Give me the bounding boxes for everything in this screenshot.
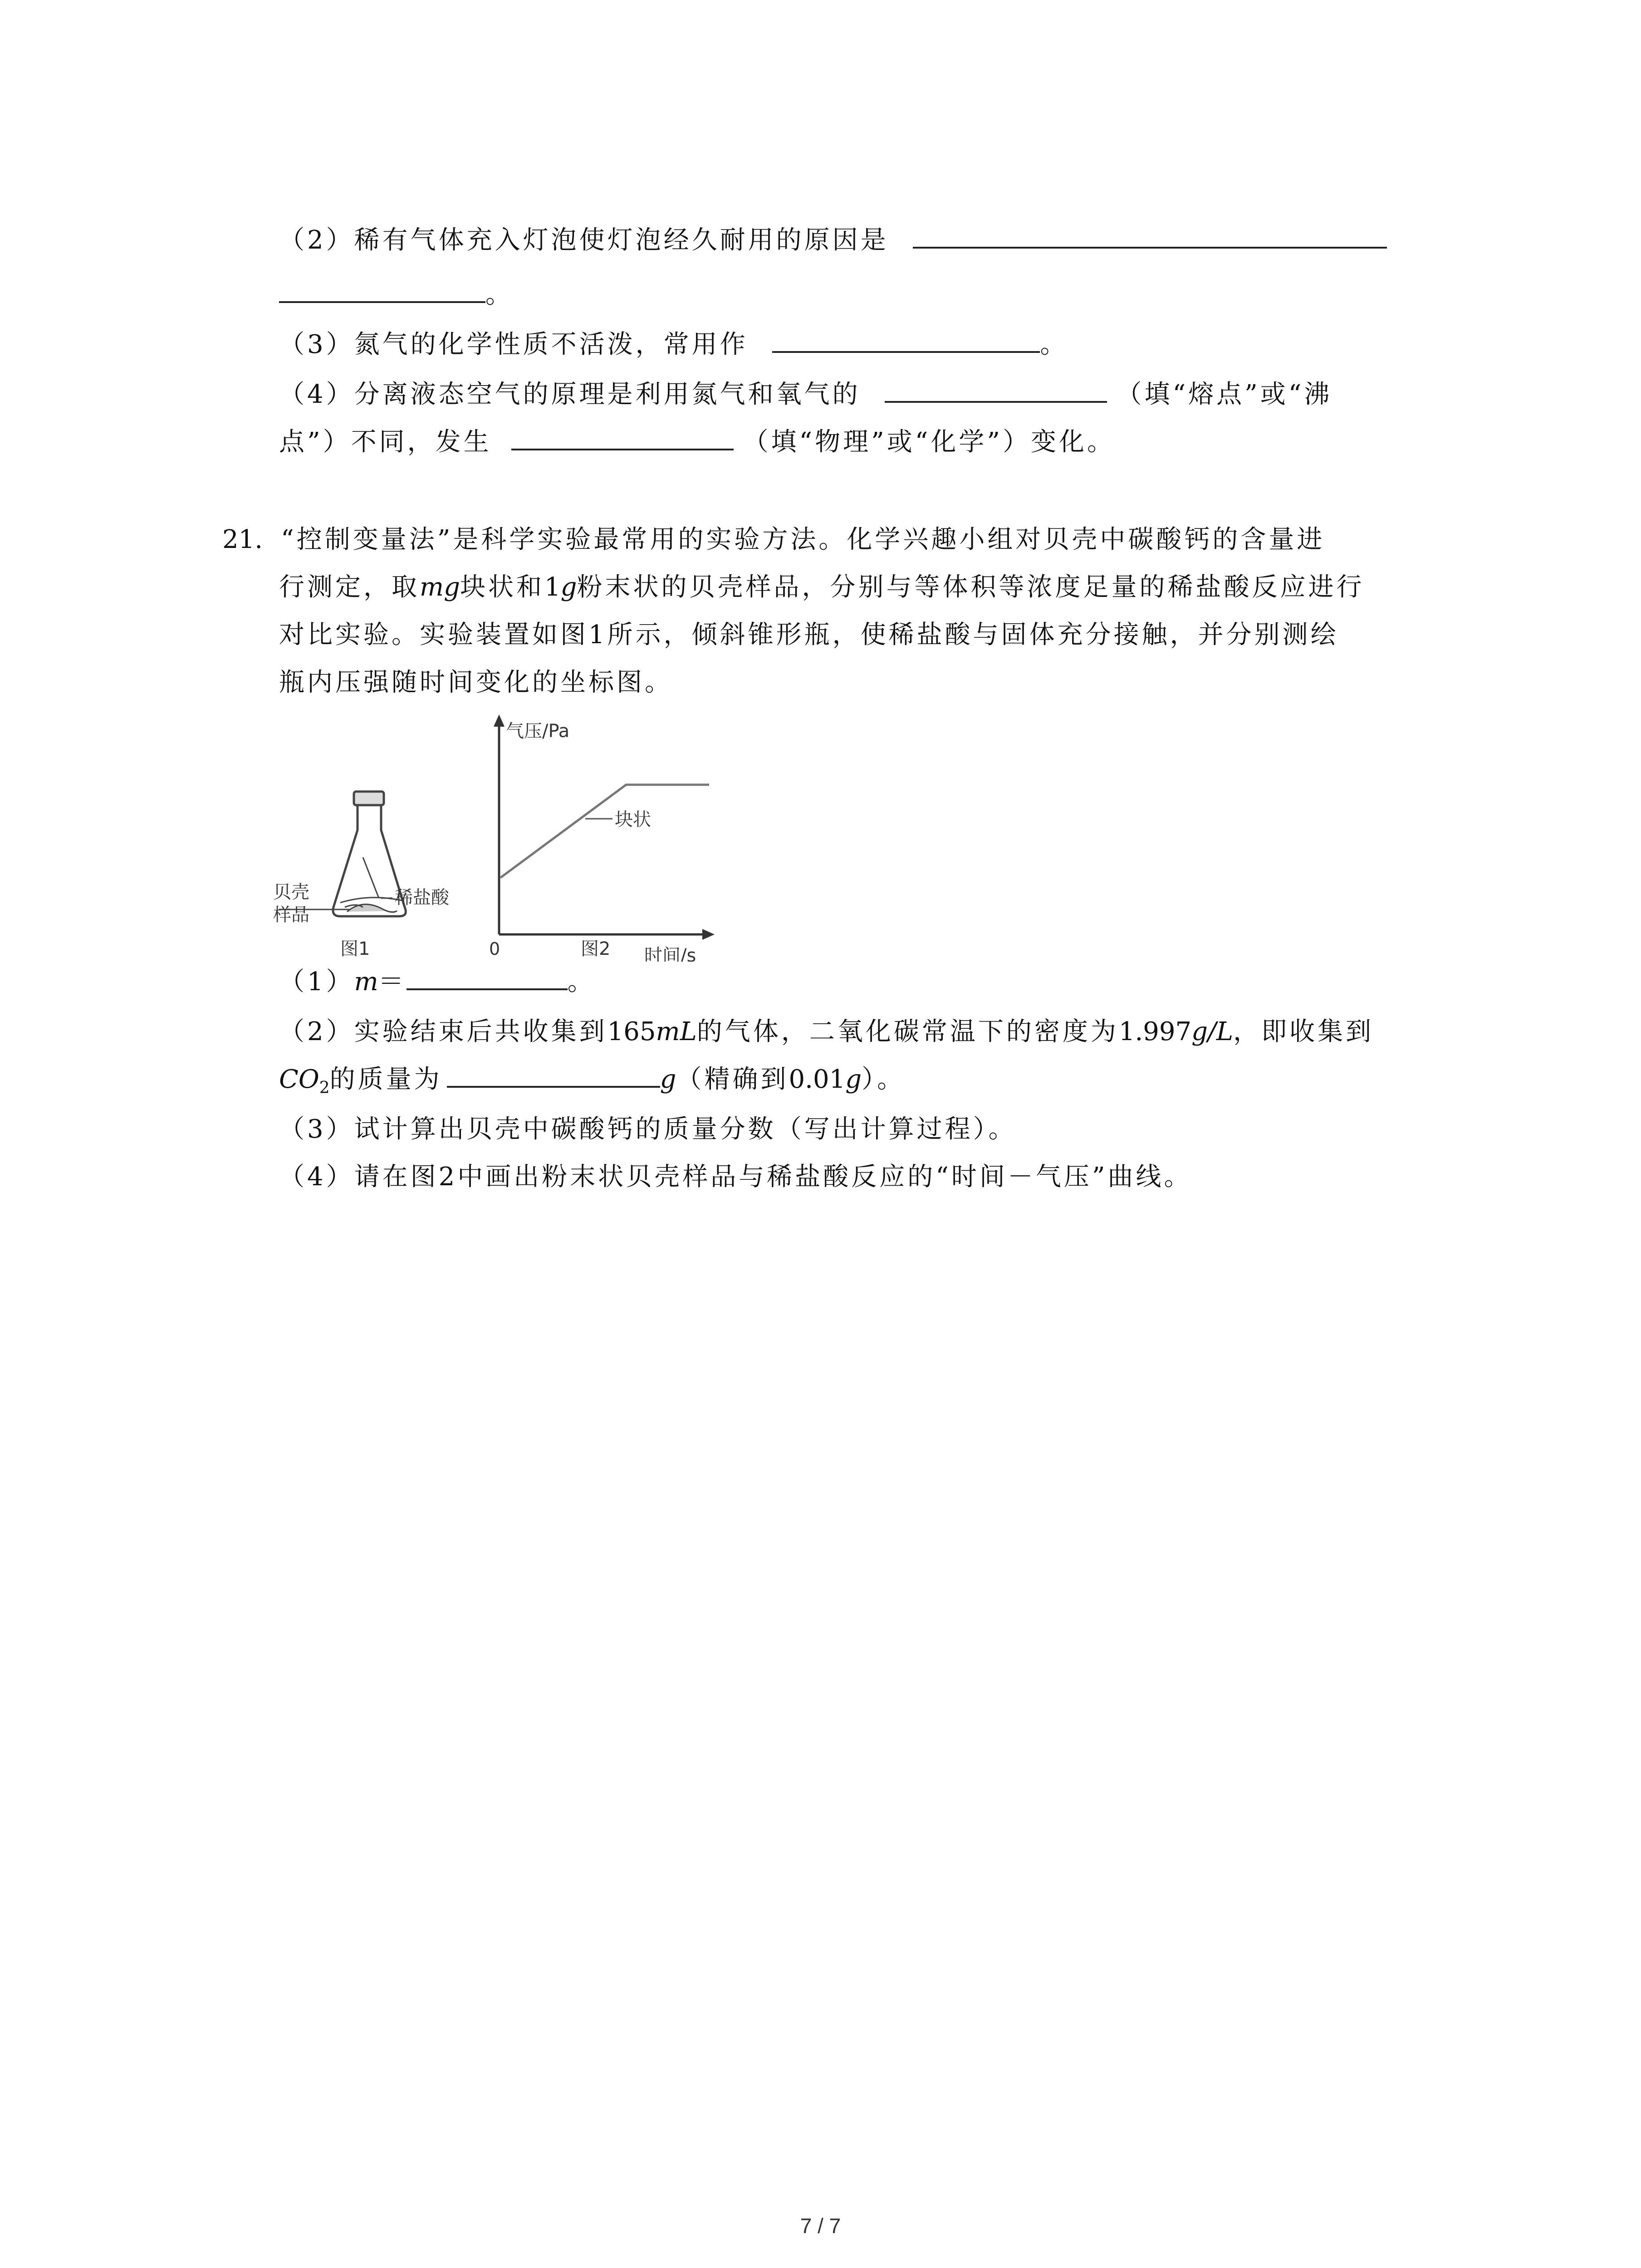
label-acid: 稀盐酸 bbox=[395, 887, 449, 908]
var-m: m bbox=[354, 967, 378, 997]
q21-part1-end: 。 bbox=[567, 967, 596, 997]
origin-label: 0 bbox=[489, 939, 500, 959]
fig1-label: 图1 bbox=[340, 938, 370, 959]
equals-sign: ＝ bbox=[378, 967, 407, 997]
q21-intro-3: 对比实验。实验装置如图1所示，倾斜锥形瓶，使稀盐酸与固体充分接触，并分别测绘 bbox=[279, 620, 1339, 650]
q20-part4-text-a: （4）分离液态空气的原理是利用氮气和氧气的 bbox=[279, 380, 861, 409]
answer-blank[interactable] bbox=[913, 223, 1387, 249]
density-unit: g/L bbox=[1191, 1017, 1234, 1046]
q20-part2-end: 。 bbox=[485, 280, 514, 309]
q20-part2-text: （2）稀有气体充入灯泡使灯泡经久耐用的原因是 bbox=[279, 225, 889, 255]
q21-part4-text: （4）请在图2中画出粉末状贝壳样品与稀盐酸反应的“时间－气压”曲线。 bbox=[279, 1162, 1192, 1192]
q21-part2-line1 bbox=[279, 1014, 1374, 1050]
q21-intro-4: 瓶内压强随时间变化的坐标图。 bbox=[279, 668, 673, 697]
q21-figure bbox=[272, 708, 726, 962]
y-axis-label: 气压/Pa bbox=[506, 721, 570, 742]
fig2-label: 图2 bbox=[581, 938, 611, 959]
q21-intro-2a: 行测定，取 bbox=[279, 572, 420, 602]
q21-part2-text-f: ）。 bbox=[862, 1065, 906, 1094]
mass-unit: g bbox=[660, 1065, 676, 1094]
figure-svg bbox=[272, 708, 726, 962]
q21-part2-text-e: （精确到 bbox=[676, 1065, 789, 1094]
answer-blank[interactable] bbox=[772, 327, 1040, 353]
pressure-time-chart bbox=[489, 714, 715, 962]
y-axis-arrow bbox=[494, 714, 505, 727]
co2-formula: CO bbox=[279, 1065, 319, 1094]
q21-intro-line2 bbox=[279, 569, 1364, 606]
answer-blank[interactable] bbox=[279, 278, 485, 303]
curve-label: 块状 bbox=[615, 809, 651, 830]
q20-part2-line1 bbox=[279, 222, 1387, 259]
answer-blank[interactable] bbox=[407, 965, 568, 990]
q20-part4-line2 bbox=[279, 424, 1115, 460]
q20-part3-text: （3）氮气的化学性质不活泼，常用作 bbox=[279, 330, 748, 359]
q21-part2-text-b: 的气体，二氧化碳常温下的密度为 bbox=[696, 1017, 1119, 1046]
q20-part4-text-c: 点”）不同，发生 bbox=[279, 427, 492, 457]
q21-part2-text-a: （2）实验结束后共收集到 bbox=[279, 1017, 607, 1046]
precision-unit: g bbox=[845, 1065, 862, 1094]
page-number: 7 / 7 bbox=[800, 2214, 841, 2238]
label-shell-line1: 贝壳 bbox=[273, 882, 309, 903]
q21-intro-1: “控制变量法”是科学实验最常用的实验方法。化学兴趣小组对贝壳中碳酸钙的含量进 bbox=[281, 525, 1325, 554]
q21-intro-2b: 块状和 bbox=[460, 572, 544, 602]
q21-intro-line3 bbox=[279, 617, 1339, 653]
x-axis-label: 时间/s bbox=[644, 945, 696, 962]
var-mg: mg bbox=[420, 572, 460, 602]
answer-blank[interactable] bbox=[447, 1062, 660, 1088]
precision-number: 0.01 bbox=[789, 1065, 846, 1094]
curve-lump bbox=[500, 785, 709, 878]
q21-part2-line2 bbox=[279, 1061, 905, 1106]
q20-part3-end: 。 bbox=[1040, 330, 1068, 359]
label-shell-line2: 样品 bbox=[273, 904, 309, 925]
volume-unit: mL bbox=[656, 1017, 697, 1046]
q21-intro-2d: 粉末状的贝壳样品，分别与等体积等浓度足量的稀盐酸反应进行 bbox=[577, 572, 1365, 602]
q21-part2-text-c: ，即收集到 bbox=[1233, 1017, 1374, 1046]
q20-part4-line1 bbox=[279, 376, 1332, 413]
q21-part3-line bbox=[279, 1111, 1017, 1148]
answer-blank[interactable] bbox=[885, 377, 1107, 403]
q21-intro-line1 bbox=[222, 522, 1325, 558]
q21-intro-line4 bbox=[279, 665, 673, 701]
q20-part4-text-d: （填“物理”或“化学”）变化。 bbox=[743, 427, 1115, 457]
density-number: 1.997 bbox=[1118, 1017, 1192, 1046]
q21-part2-text-d: 的质量为 bbox=[329, 1065, 442, 1094]
q21-part4-line bbox=[279, 1159, 1192, 1195]
volume-number: 165 bbox=[607, 1017, 656, 1046]
q20-part2-line2 bbox=[279, 277, 514, 313]
unit-g: g bbox=[560, 572, 577, 602]
co2-subscript: 2 bbox=[319, 1079, 330, 1098]
num-1: 1 bbox=[544, 572, 561, 602]
x-axis-arrow bbox=[702, 929, 715, 940]
q21-part1-line bbox=[279, 964, 596, 1000]
answer-blank[interactable] bbox=[511, 425, 734, 450]
q20-part3-line bbox=[279, 327, 1068, 363]
q20-part4-text-b: （填“熔点”或“沸 bbox=[1116, 380, 1332, 409]
q21-part1-text: （1） bbox=[279, 967, 354, 997]
question-number: 21. bbox=[222, 525, 263, 554]
q21-part3-text: （3）试计算出贝壳中碳酸钙的质量分数（写出计算过程）。 bbox=[279, 1114, 1017, 1144]
